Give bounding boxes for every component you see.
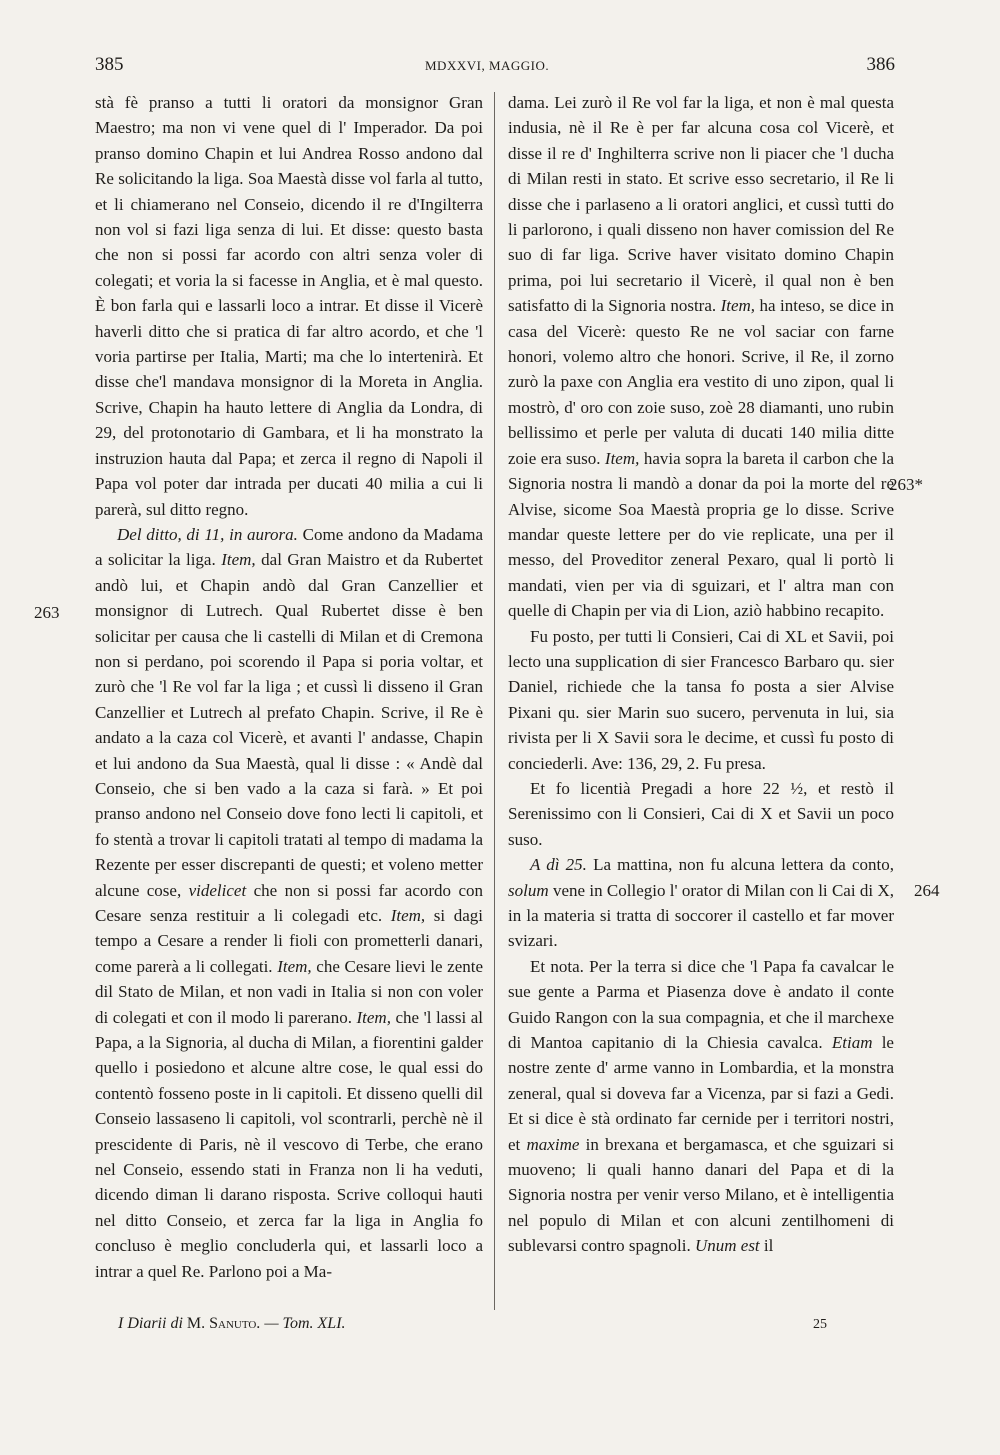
left-column — [95, 90, 483, 1284]
column-divider — [494, 92, 495, 1310]
page-number-right: 386 — [866, 54, 895, 75]
running-header — [95, 54, 895, 84]
right-paragraph-3: Et fo licentià Pregadi a hore 22 ½, et restò il Serenissimo con li Consieri, Cai di X et Savii un poco suso. — [508, 778, 894, 849]
right-paragraph-4: A dì 25. La mattina, non fu alcuna lettera da conto, solum vene in Collegio l' orator di Milan con li Cai di X, in la materia si tratta di soccorer il castello et far mover svizari. — [508, 855, 894, 951]
left-paragraph-1: stà fè pranso a tutti li oratori da monsignor Gran Maestro; ma non vi vene quel di l' Imperador. Da poi pranso domino Chapin et lui Andrea Rosso andono dal Re solicitando la liga. Soa Maestà disse vol farla al tutto, et li chiamerano nel Conseio, dicendo il re d'Ingilterra non vol si fazi liga senza di lui. Et disse: questo basta che non si possi far acordo con altri senza voler di colegati; et voria la si facesse in Anglia, et è mal questo. È bon farla qui e lassarli loco a intrar. Et disse il Vicerè haverli ditto che si pratica di far altro acordo, et che 'l voria partirse per Italia, Marti; ma che lo intertenirà. Et disse che'l mandava monsignor di la Moreta in Anglia. Scrive, Chapin ha hauto lettere di Anglia da Londra, di 29, del protonotario di Gambara, et li ha monstrato la instruzion hauta dal Papa; et zerca il regno di Napoli il Papa vol poter dar intrada per ducati 40 milia a cui li parerà, sul ditto regno. — [95, 93, 483, 519]
left-paragraph-2: Del ditto, di 11, in aurora. Come andono da Madama a solicitar la liga. Item, dal Gran Maistro et da Rubertet andò lui, et Chapin andò dal Gran Canzellier et monsignor di Lutrech. Qual Rubertet disse è ben solicitar per causa che li castelli di Milan et di Cremona non si perdano, poi scorendo il Papa si poria voltar, et zurò che 'l Re vol far la liga ; et cussì li disseno il Gran Canzellier et Lutrech al prefato Chapin. Scrive, il Re è andato a la caza col Vicerè, et avanti l' andasse, Chapin et lui andono da Sua Maestà, qual li disse : « Andè dal Conseio, che si ben vado a la caza si farà. » Et poi pranso andono nel Conseio dove fono lecti li capitoli, et fo stentà a trovar li capitoli tratati al tempo di madama la Rezente per esser discrepanti de questi; et voleno metter alcune cose, videlicet che non si possi far acordo con Cesare senza restituir a li colegadi etc. Item, si dagi tempo a Cesare a render li fioli con prometterli danari, come parerà a li collegati. Item, che Cesare lievi le zente dil Stato de Milan, et non vadi in Italia si non con voler di colegati et con il modo li parerano. Item, che 'l lassi al Papa, a la Signoria, al ducha di Milan, a fiorentini galder quello i posiedono et alcune altre cose, le qual essi do contentò fosseno poste in li capitoli. Et disseno quelli dil Conseio lassaseno li capitoli, vol scontrarli, perchè nè il prescidente di Paris, nè il vescovo di Terbe, che erano nel Conseio, essendo stati in Franza non li ha veduti, dicendo diman li darano risposta. Scrive colloqui hauti nel ditto Conseio, et zerca far la liga in Anglia fo concluso è meglio concluderla qui, et lassarli loco a intrar a quel Re. Parlono poi a Ma- — [95, 524, 484, 1281]
right-paragraph-5: Et nota. Per la terra si dice che 'l Papa fa cavalcar le sue gente a Parma et Piasenza dove è andato il conte Guido Rangon con la sua compagnia, et che il marchexe di Mantoa capitanio di la Chiesia cavalca. Etiam le nostre zente d' arme vanno in Lombardia, et la monstra zeneral, qual si doveva far a Vicenza, par si fazi a Gedi. Et si dice è stà ordinato far cernide per i territori nostri, et maxime in brexana et bergamasca, et che sguizari si muoveno; li quali hanno danari del Papa et di la Signoria nostra per venir verso Milano, et è intelligentia nel populo di Milan et con alcuni zentilhomeni di sublevarsi contro spagnoli. Unum est il — [508, 956, 894, 1256]
date-heading: A dì 25. — [530, 855, 587, 875]
margin-number-264: 264 — [914, 881, 940, 900]
work-title: I Diarii di M. Sanuto. — Tom. XLI. — [118, 1315, 346, 1332]
margin-number-263: 263 — [34, 603, 60, 622]
entry-heading: Del ditto, di 11, in aurora. — [117, 524, 298, 544]
page-footer — [118, 1315, 898, 1345]
margin-number-263-star: 263* — [889, 475, 923, 494]
page-number-left: 385 — [95, 54, 124, 75]
right-column — [508, 90, 894, 1259]
right-paragraph-1: dama. Lei zurò il Re vol far la liga, et non è mal questa indusia, nè il Re è per far alcuna cosa col Vicerè, et disse il re d' Inghilterra scrive non li piacer che 'l ducha di Milan resti in stato. Et scrive esso secretario, il Re li disse che i parlaseno a li oratori anglici, et cussì tutti do li parlorono, i quali disseno non haver comission del Re suo di far liga. Scrive haver visitato domino Chapin prima, poi lui secretario il Vicerè, il qual non è ben satisfatto di la Signoria nostra. Item, ha inteso, se dice in casa del Vicerè: questo Re ne vol saciar con farne honori, volemo altro che honori. Scrive, il Re, il zorno zurò la paxe con Anglia era vestito di uno zipon, qual li mostrò, d' oro con zoie suso, zoè 28 diamanti, uno rubin bellissimo et perle per valuta di ducati 140 milia ditte zoie era suso. Item, havia sopra la bareta il carbon che la Signoria nostra li mandò a donar da poi la morte del re Alvise, sicome Soa Maestà propria ge lo disse. Scrive mandar queste lettere per do vie replicate, una per il messo, del Proveditor zeneral Pexaro, qual li portò li mandati, vien per via di sguizari, et l' altra man con quelle di Chapin per via di Lion, aziò habbino recapito. — [508, 93, 894, 621]
running-title: MDXXVI, MAGGIO. — [425, 58, 550, 73]
right-paragraph-2: Fu posto, per tutti li Consieri, Cai di XL et Savii, poi lecto una supplication di sier Francesco Barbaro qu. sier Daniel, richiede che la tansa fo posta a sier Alvise Pixani qu. sier Marin suo sucero, pervenuta in lui, sia rivista per li X Savii sora le decime, et cussì fu posto di conciederli. Ave: 136, 29, 2. Fu presa. — [508, 626, 894, 773]
signature-mark: 25 — [813, 1317, 827, 1332]
